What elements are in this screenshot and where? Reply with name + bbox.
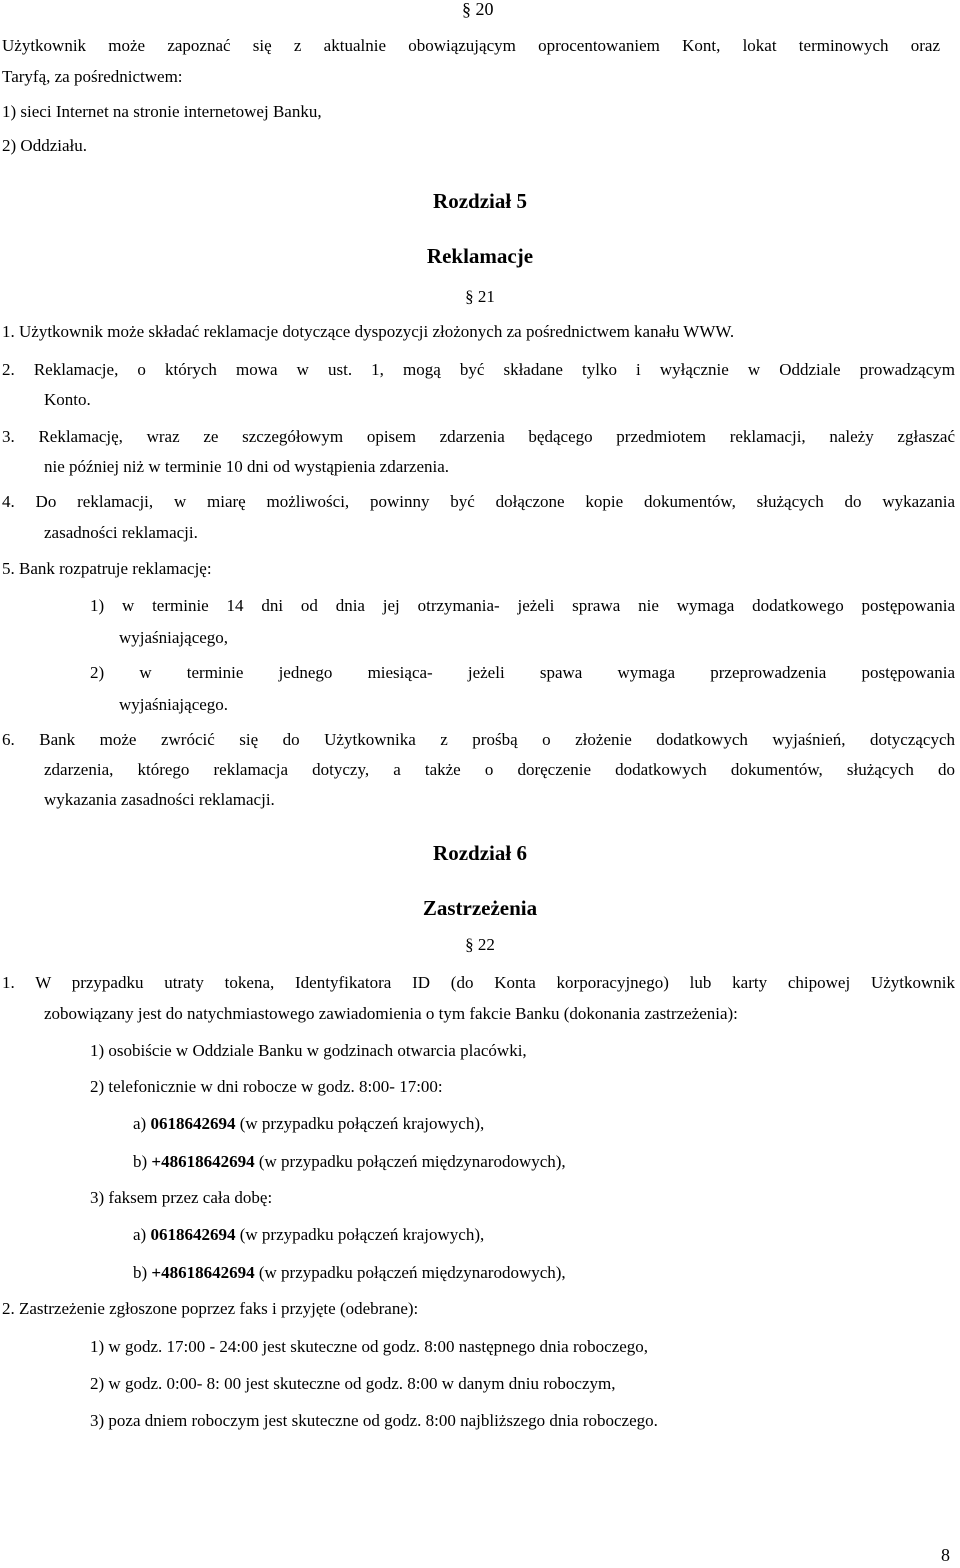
s21-item-1: 1. Użytkownik może składać reklamacje dotyczące dyspozycji złożonych za pośrednictwem kanału WWW. <box>2 322 735 341</box>
chapter-5-title: Rozdział 5 <box>433 189 527 213</box>
s22-sub-1: 1) osobiście w Oddziale Banku w godzinach otwarcia placówki, <box>90 1041 527 1060</box>
s21-item-2-line-2: Konto. <box>44 390 91 409</box>
list-marker: b) <box>133 1152 152 1171</box>
page-number: 8 <box>941 1545 950 1565</box>
s22-sub-2-a <box>133 1113 484 1135</box>
s21-item-2-line-1: 2. Reklamacje, o których mowa w ust. 1, mogą być składane tylko i wyłącznie w Oddziale prowadzącym <box>2 360 955 379</box>
s22-sub-3: 3) faksem przez cała dobę: <box>90 1188 273 1207</box>
s22-item-2-sub-3: 3) poza dniem roboczym jest skuteczne od godz. 8:00 najbliższego dnia roboczego. <box>90 1411 658 1430</box>
phone-note: (w przypadku połączeń międzynarodowych), <box>254 1152 566 1171</box>
phone-number-international: +48618642694 <box>151 1152 255 1171</box>
s21-item-6-line-3: wykazania zasadności reklamacji. <box>44 790 275 809</box>
chapter-6-title: Rozdział 6 <box>433 841 527 865</box>
s21-item-6-line-2: zdarzenia, którego reklamacja dotyczy, a także o doręczenie dodatkowych dokumentów, służących do <box>44 760 955 779</box>
s21-item-5-sub-1-line-1: 1) w terminie 14 dni od dnia jej otrzymania- jeżeli sprawa nie wymaga dodatkowego postępowania <box>90 596 955 615</box>
s22-item-1-line-2: zobowiązany jest do natychmiastowego zawiadomienia o tym fakcie Banku (dokonania zastrzeżenia): <box>44 1004 738 1023</box>
chapter-6-subtitle: Zastrzeżenia <box>422 896 538 920</box>
s22-item-2-sub-1: 1) w godz. 17:00 - 24:00 jest skuteczne od godz. 8:00 następnego dnia roboczego, <box>90 1337 649 1356</box>
paragraph-mark-21: § 21 <box>465 287 495 306</box>
s21-item-4-line-1: 4. Do reklamacji, w miarę możliwości, powinny być dołączone kopie dokumentów, służących do wykazania <box>2 492 955 511</box>
fax-note: (w przypadku połączeń krajowych), <box>235 1225 485 1244</box>
s21-item-3-line-2: nie później niż w terminie 10 dni od wystąpienia zdarzenia. <box>44 457 450 476</box>
s21-item-3-line-1: 3. Reklamację, wraz ze szczegółowym opisem zdarzenia będącego przedmiotem reklamacji, należy zgłaszać <box>2 427 955 446</box>
s22-sub-3-b <box>133 1262 566 1284</box>
paragraph-mark-22: § 22 <box>465 935 495 954</box>
s20-text-line-2: Taryfą, za pośrednictwem: <box>2 67 183 86</box>
list-marker: a) <box>133 1225 151 1244</box>
list-marker: b) <box>133 1263 152 1282</box>
paragraph-mark-20: § 20 <box>462 0 494 19</box>
s22-item-1-line-1: 1. W przypadku utraty tokena, Identyfikatora ID (do Konta korporacyjnego) lub karty chipowej Użytkownik <box>2 973 955 992</box>
s20-text-line-1: Użytkownik może zapoznać się z aktualnie obowiązującym oprocentowaniem Kont, lokat terminowych oraz <box>2 36 940 55</box>
s22-sub-3-a <box>133 1224 484 1246</box>
s21-item-5-sub-2-line-1: 2) w terminie jednego miesiąca- jeżeli spawa wymaga przeprowadzenia postępowania <box>90 663 955 682</box>
phone-number-domestic: 0618642694 <box>150 1114 236 1133</box>
s21-item-5-sub-2-line-2: wyjaśniającego. <box>119 695 229 714</box>
phone-note: (w przypadku połączeń krajowych), <box>235 1114 485 1133</box>
s22-item-2-sub-2: 2) w godz. 0:00- 8: 00 jest skuteczne od godz. 8:00 w danym dniu roboczym, <box>90 1374 616 1393</box>
fax-note: (w przypadku połączeń międzynarodowych), <box>254 1263 566 1282</box>
chapter-5-subtitle: Reklamacje <box>426 244 534 268</box>
s22-sub-2-b <box>133 1151 566 1173</box>
list-marker: a) <box>133 1114 151 1133</box>
s21-item-5-sub-1-line-2: wyjaśniającego, <box>119 628 229 647</box>
s22-sub-2: 2) telefonicznie w dni robocze w godz. 8:00- 17:00: <box>90 1077 443 1096</box>
fax-number-international: +48618642694 <box>151 1263 255 1282</box>
s21-item-4-line-2: zasadności reklamacji. <box>44 523 198 542</box>
s21-item-5: 5. Bank rozpatruje reklamację: <box>2 559 212 578</box>
s20-list-item-1: 1) sieci Internet na stronie internetowej Banku, <box>2 102 322 121</box>
fax-number-domestic: 0618642694 <box>150 1225 236 1244</box>
s21-item-6-line-1: 6. Bank może zwrócić się do Użytkownika z prośbą o złożenie dodatkowych wyjaśnień, dotyczących <box>2 730 955 749</box>
s22-item-2: 2. Zastrzeżenie zgłoszone poprzez faks i przyjęte (odebrane): <box>2 1299 419 1318</box>
s20-list-item-2: 2) Oddziału. <box>2 136 87 155</box>
